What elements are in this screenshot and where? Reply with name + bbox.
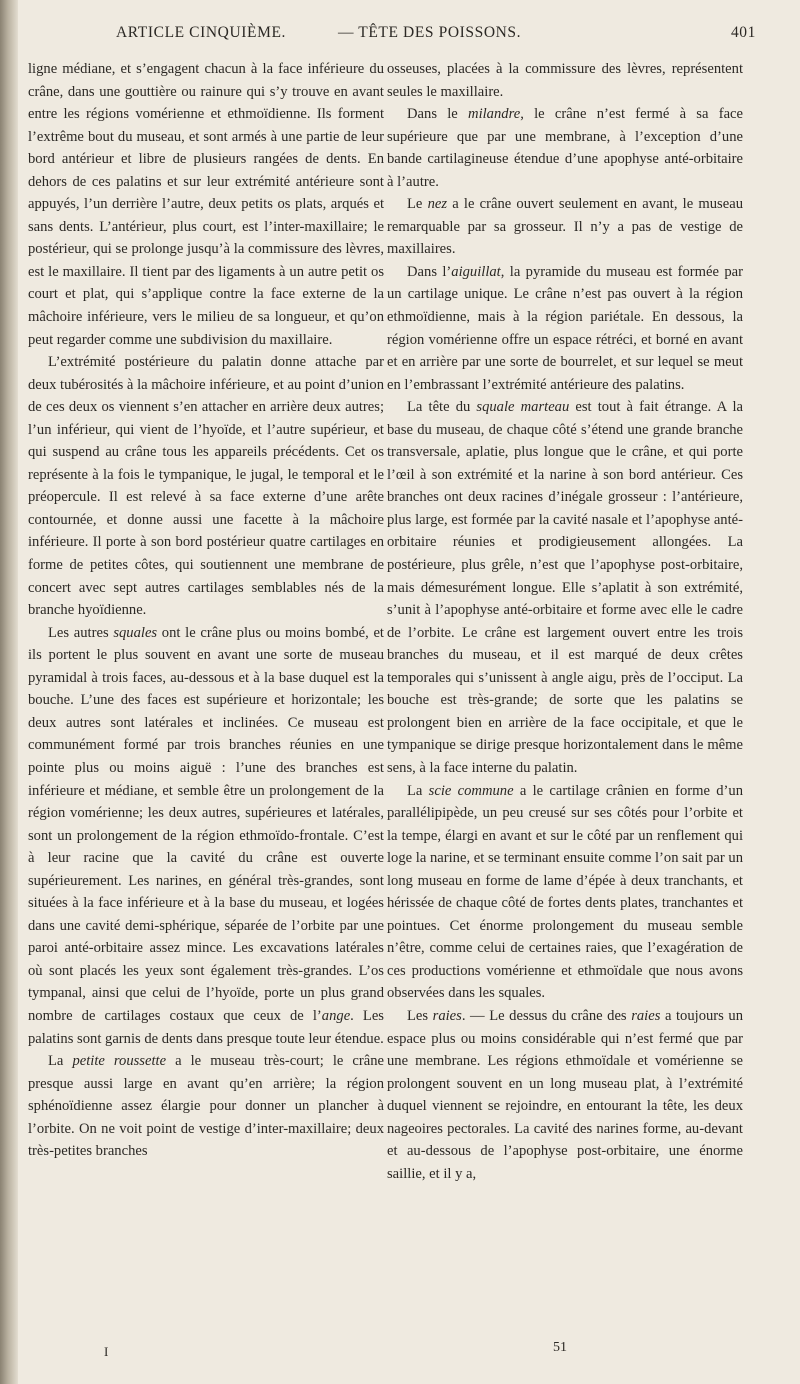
- text-run: La: [48, 1053, 73, 1070]
- header-article-title: ARTICLE CINQUIÈME.: [116, 24, 287, 41]
- paragraph: [387, 396, 743, 779]
- text-run: a le crâne ouvert seulement en avant, le museau remarquable par sa grosseur. Il n’y a pas de vestige de maxillaires.: [387, 196, 743, 258]
- text-run: La: [407, 782, 429, 799]
- text-run: . Les palatins sont garnis de dents dans presque toute leur étendue.: [28, 1007, 384, 1047]
- text-run: a toujours un espace plus ou moins considérable qui n’est fermé que par une membrane. Les régions ethmoïdale et vomérienne se prolongent souvent en un long museau plat, à l’extrémité duquel viennent se rejoindre, en entourant la tête, les deux nageoires pectorales. La cavité des narines forme, au-devant et au-dessous de l’apophyse post-orbitaire, une énorme saillie, et il y a,: [387, 1007, 743, 1182]
- paragraph: [28, 1050, 384, 1163]
- page-binding-edge: [0, 0, 18, 1384]
- paragraph: [28, 622, 384, 1050]
- text-run: Le: [407, 196, 428, 213]
- text-run: , la pyramide du museau est formée par un cartilage unique. Le crâne n’est pas ouvert à la région ethmoïdienne, mais à la région pariétale. En dessous, la région vomérienne offre un espace rétréci, et borné en avant et en arrière par une sorte de bourrelet, et sur lequel se meut en l’embrassant l’extrémité antérieure des palatins.: [387, 263, 743, 393]
- paragraph: [387, 780, 743, 1005]
- left-column: [28, 58, 384, 1163]
- paragraph: [387, 103, 743, 193]
- paragraph: [387, 261, 743, 396]
- text-run: , le crâne n’est fermé à sa face supérieure que par une membrane, à l’exception d’une bande cartilagineuse étendue d’une apophyse anté-orbitaire à l’autre.: [387, 106, 743, 190]
- text-run: Dans l’: [407, 263, 452, 280]
- text-run: Dans le: [407, 106, 469, 123]
- species-name: milandre: [468, 106, 521, 123]
- species-name: raies: [631, 1007, 661, 1024]
- species-name: nez: [427, 196, 448, 213]
- paragraph: L’extrémité postérieure du palatin donne attache par deux tubérosités à la mâchoire inférieure, et au point d’union de ces deux os viennent s’en attacher en arrière deux autres; l’un inférieur, qui vient de l’hyoïde, et l’autre supérieur, et qui suspend au crâne tous les appareils précédents. Cet os représente à la fois le tympanique, le jugal, le temporal et le préopercule. Il est relevé à sa face externe d’une arête contournée, et donne aussi une facette à la mâchoire inférieure. Il porte à son bord postérieur quatre cartilages en forme de petites côtes, qui soutiennent une membrane de concert avec sept autres cartilages semblables nés de la branche hyoïdienne.: [28, 354, 384, 619]
- species-name: scie commune: [428, 782, 514, 799]
- page-number: 401: [730, 24, 756, 41]
- paragraph: osseuses, placées à la commissure des lèvres, représentent seules le maxillaire.: [387, 61, 743, 100]
- right-column: [387, 58, 743, 1185]
- paragraph: [387, 1005, 743, 1185]
- paragraph: [387, 193, 743, 261]
- text-run: a le museau très-court; le crâne presque aussi large en avant qu’en arrière; la région sphénoïdienne assez élargie pour donner un plancher à l’orbite. On ne voit point de vestige d’inter-maxillaire; deux très-petites branches: [28, 1053, 385, 1160]
- text-run: La tête du: [407, 399, 477, 416]
- species-name: squales: [113, 624, 158, 641]
- signature-mark-right: 51: [553, 1340, 567, 1355]
- text-run: Les: [407, 1007, 433, 1024]
- species-name: ange: [321, 1007, 351, 1024]
- paragraph: ligne médiane, et s’engagent chacun à la face inférieure du crâne, dans une gouttière ou rainure qui s’y trouve en avant entre les régions vomérienne et ethmoïdienne. Ils forment l’extrême bout du museau, et sont armés à une partie de leur bord antérieur et libre de plusieurs rangées de dents. En dehors de ces palatins et sur leur extrémité antérieure sont appuyés, l’un derrière l’autre, deux petits os plats, arqués et sans dents. L’antérieur, plus court, est l’inter-maxillaire; le postérieur, qui se prolonge jusqu’à la commissure des lèvres, est le maxillaire. Il tient par des ligaments à un autre petit os court et plat, qui s’applique contre la face externe de la mâchoire inférieure, vers le milieu de sa longueur, et qu’on peut regarder comme une subdivision du maxillaire.: [28, 61, 384, 348]
- species-name: aiguillat: [451, 263, 501, 280]
- text-run: ont le crâne plus ou moins bombé, et ils portent le plus souvent en avant une sorte de museau pyramidal à trois faces, au-dessous et à la base duquel est la bouche. L’une des faces est supérieure et horizontale; les deux autres sont latérales et inclinées. Ce museau est communément formé par trois branches réunies en une pointe plus ou moins aiguë : l’une des branches est inférieure et médiane, et semble être un prolongement de la région vomérienne; les deux autres, supérieures et latérales, sont un prolongement de la région ethmoïdo-frontale. C’est à leur racine que la cavité du crâne est ouverte supérieurement. Les narines, en général très-grandes, sont situées à la face inférieure et à la base du museau, et logées dans une cavité demi-sphérique, séparée de l’orbite par une paroi anté-orbitaire assez mince. Les excavations latérales où sont placés les yeux sont également très-grandes. L’os tympanal, ainsi que celui de l’hyoïde, porte un plus grand nombre de cartilages costaux que ceux de l’: [28, 624, 384, 1024]
- text-run: est tout à fait étrange. A la base du museau, de chaque côté s’étend une grande branche transversale, aplatie, plus longue que le crâne, et qui porte l’œil à son extrémité et la narine à son bord antérieur. Ces branches ont deux racines d’inégale grosseur : l’antérieure, plus large, est formée par la cavité nasale et l’apophyse anté-orbitaire réunies et prodigieusement allongées. La postérieure, plus grêle, n’est que l’apophyse post-orbitaire, mais démesurément longue. Elle s’aplatit à son extrémité, s’unit à l’apophyse anté-orbitaire et forme avec elle le cadre de l’orbite. Le crâne est largement ouvert entre les trois branches du museau, et il est marqué de deux crêtes temporales qui s’unissent à angle aigu, près de l’occiput. La bouche est très-grande; de sorte que les palatins se prolongent bien en arrière de la face occipitale, et que le tympanique se dirige presque horizontalement dans le même sens, à la face interne du palatin.: [387, 399, 743, 776]
- header-section-title: — TÊTE DES POISSONS.: [338, 24, 522, 41]
- running-header: [56, 24, 756, 52]
- species-name: petite roussette: [72, 1053, 167, 1070]
- species-name: squale marteau: [476, 399, 570, 416]
- signature-mark-left: I: [104, 1344, 109, 1359]
- species-name: raies: [432, 1007, 462, 1024]
- text-run: . — Le dessus du crâne des: [461, 1007, 632, 1024]
- text-run: Les autres: [48, 624, 114, 641]
- text-run: a le cartilage crânien en forme d’un parallélipipède, un peu creusé sur ses côtés pour l’orbite et la tempe, élargi en avant et sur le côté par un renflement qui loge la narine, et se terminant ensuite comme l’on sait par un long museau en forme de lame d’épée à deux tranchants, et hérissée de chaque côté de fortes dents plates, tranchantes et pointues. Cet énorme prolongement du museau semble n’être, comme celui de certaines raies, que l’exagération de ces productions vomérienne et ethmoïdale que nous avons observées dans les squales.: [387, 782, 744, 1002]
